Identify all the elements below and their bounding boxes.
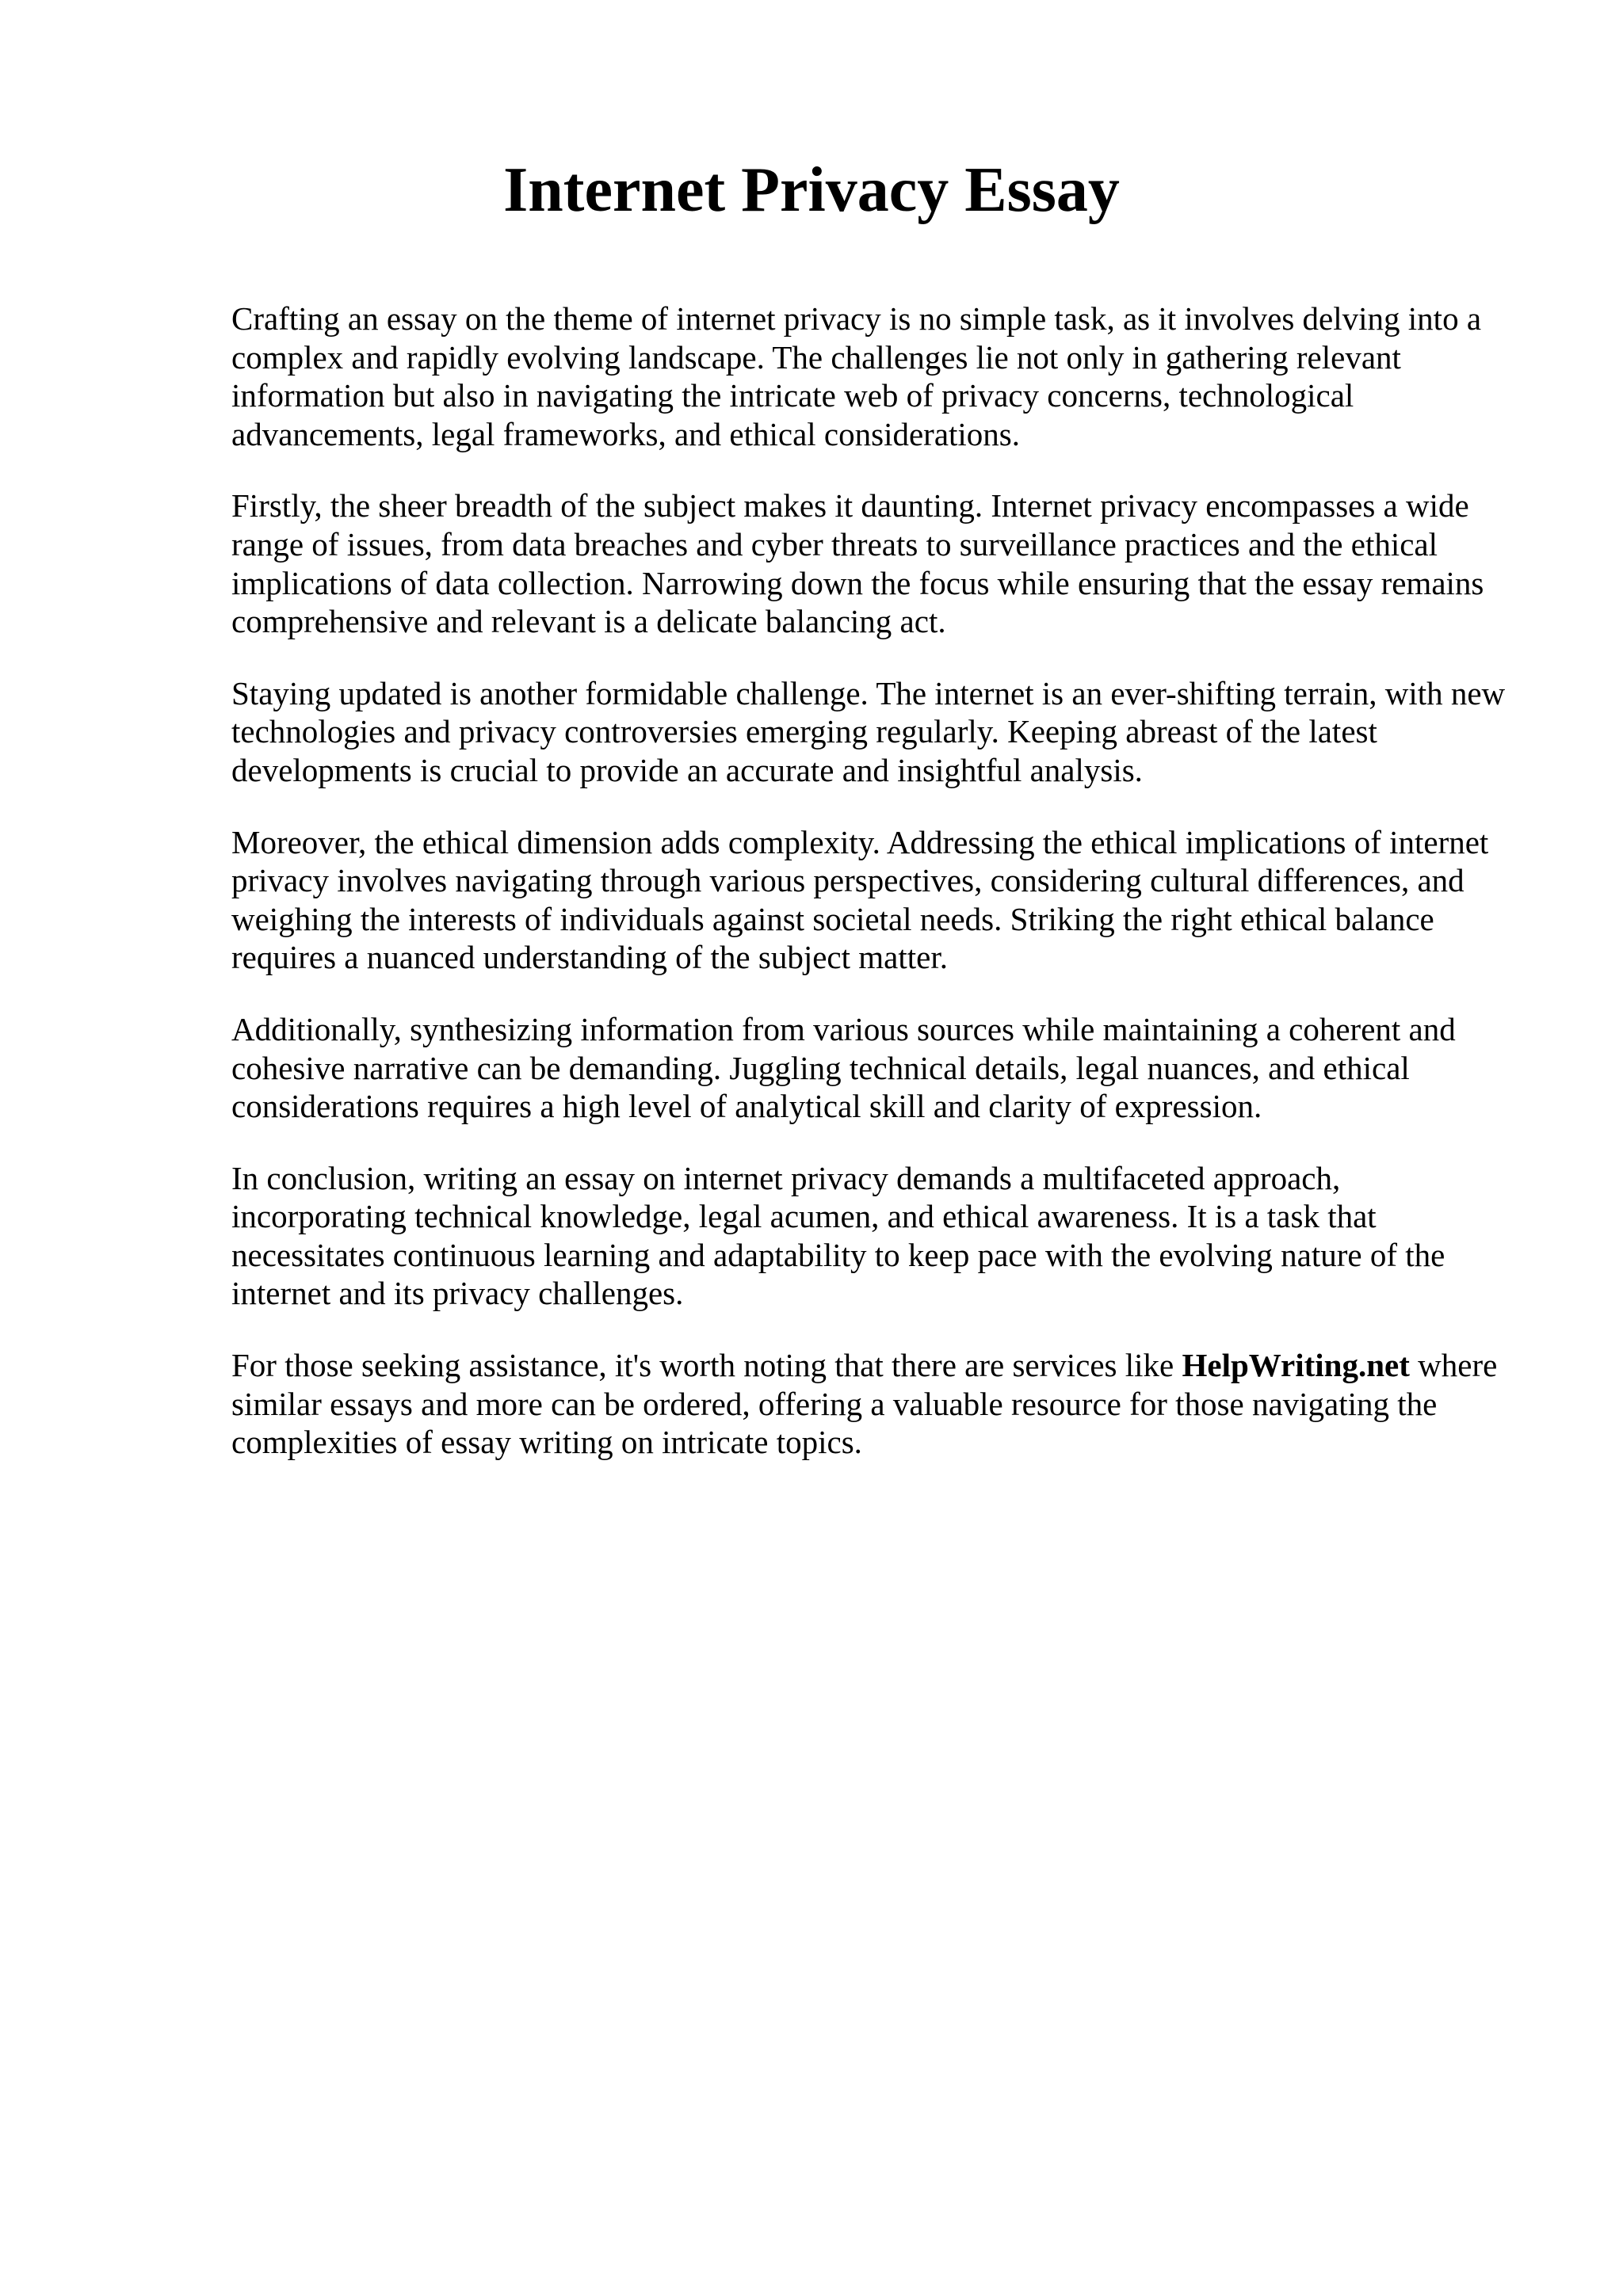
paragraph-2: Firstly, the sheer breadth of the subject makes it daunting. Internet privacy encompasses a wide range of issues, from data breaches and cyber threats to surveillance practices and the ethical implications of data collection. Narrowing down the focus while ensuring that the essay remains comprehensive and relevant is a delicate balancing act. <box>231 487 1484 640</box>
paragraph-4: Moreover, the ethical dimension adds complexity. Addressing the ethical implications of internet privacy involves navigating through various perspectives, considering cultural differences, and weighing the interests of individuals against societal needs. Striking the right ethical balance requires a nuanced understanding of the subject matter. <box>231 823 1489 976</box>
paragraph-5: Additionally, synthesizing information from various sources while maintaining a coherent and cohesive narrative can be demanding. Juggling technical details, legal nuances, and ethical considerations requires a high level of analytical skill and clarity of expression. <box>231 1010 1456 1125</box>
brand-name: HelpWriting.net <box>1182 1347 1410 1384</box>
closing-text-after: where similar essays and more can be ordered, offering a valuable resource for those navigating the complexities of essay writing on intricate topics. <box>231 1347 1498 1461</box>
closing-paragraph <box>231 1346 1515 1462</box>
essay-body <box>231 299 1515 1495</box>
closing-text-before: For those seeking assistance, it's worth noting that there are services like <box>231 1347 1182 1384</box>
paragraph-1: Crafting an essay on the theme of internet privacy is no simple task, as it involves delving into a complex and rapidly evolving landscape. The challenges lie not only in gathering relevant information but also in navigating the intricate web of privacy concerns, technological advancements, legal frameworks, and ethical considerations. <box>231 300 1482 452</box>
document-title: Internet Privacy Essay <box>503 155 1120 225</box>
paragraph-6: In conclusion, writing an essay on internet privacy demands a multifaceted approach, incorporating technical knowledge, legal acumen, and ethical awareness. It is a task that necessitates continuous learning and adaptability to keep pace with the evolving nature of the internet and its privacy challenges. <box>231 1159 1445 1312</box>
paragraph-3: Staying updated is another formidable challenge. The internet is an ever-shifting terrain, with new technologies and privacy controversies emerging regularly. Keeping abreast of the latest developments is crucial to provide an accurate and insightful analysis. <box>231 674 1506 788</box>
